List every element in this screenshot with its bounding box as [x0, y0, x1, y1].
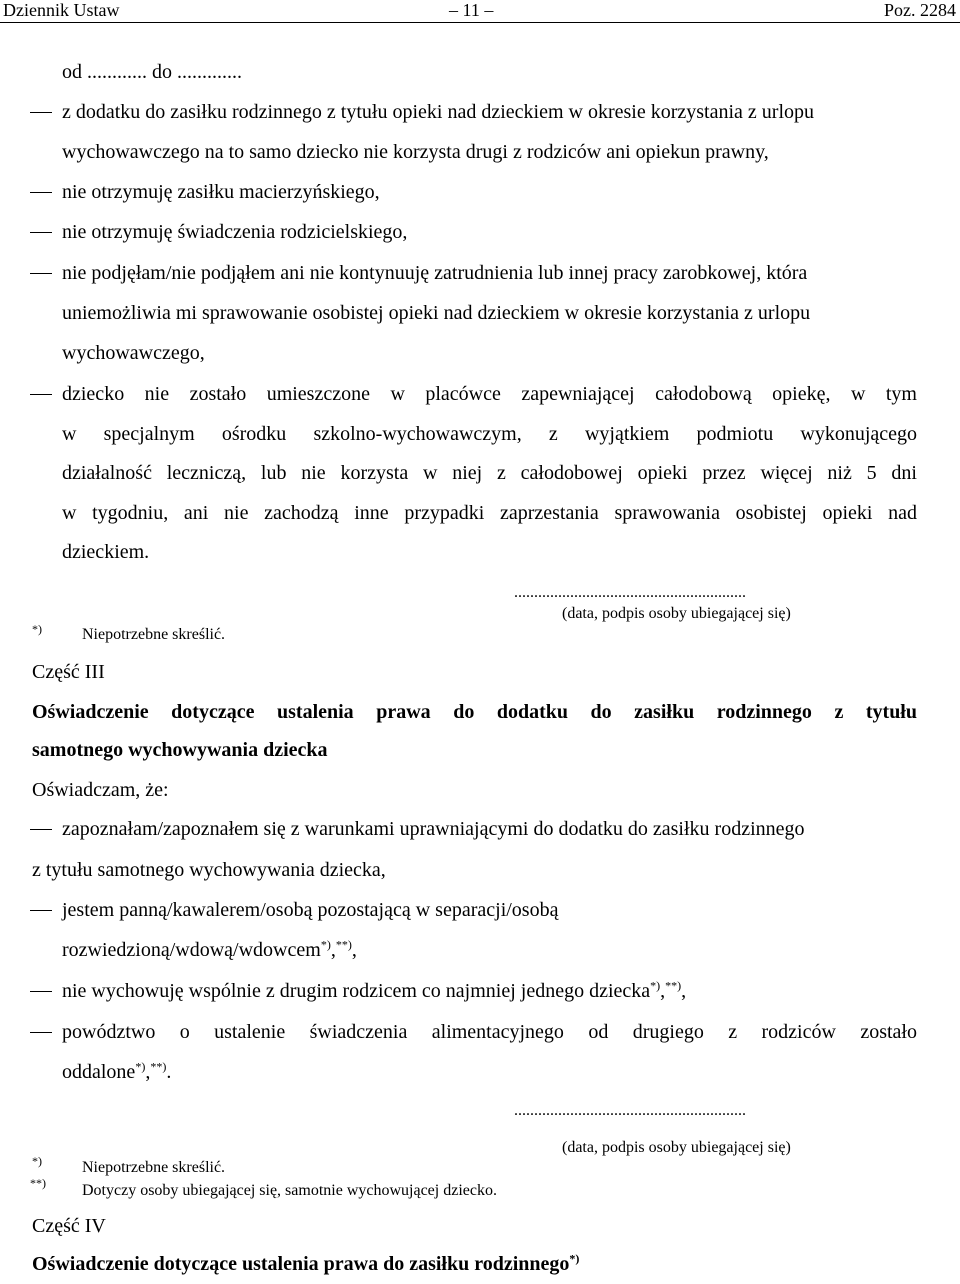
signature-caption: (data, podpis osoby ubiegającej się) — [562, 605, 791, 622]
item-text: wychowawczego na to samo dziecko nie korzysta drugi z rodziców ani opiekun prawny, — [62, 141, 769, 163]
footnote-text: Niepotrzebne skreślić. — [82, 626, 226, 643]
list-dash — [30, 273, 52, 274]
list-dash — [30, 192, 52, 193]
item-text: nie otrzymuję świadczenia rodzicielskiego, — [62, 221, 408, 243]
footnote-mark: **) — [30, 1176, 46, 1190]
list-dash — [30, 232, 52, 233]
item-text: uniemożliwia mi sprawowanie osobistej opieki nad dzieckiem w okresie korzystania z urlopu — [62, 302, 811, 324]
journal-name: Dziennik Ustaw — [3, 0, 120, 20]
item-text: w tygodniu, ani nie zachodzą inne przypadki zaprzestania sprawowania osobistej opieki nad — [62, 502, 917, 524]
item-text: nie otrzymuję zasiłku macierzyńskiego, — [62, 181, 380, 203]
item-text: oddalone*),**). — [62, 1059, 172, 1083]
list-dash — [30, 1032, 52, 1033]
item-text: dzieckiem. — [62, 541, 150, 563]
item-text: działalność leczniczą, lub nie korzysta w niej z całodobowej opieki przez więcej niż 5 dni — [62, 462, 917, 484]
running-header — [0, 0, 960, 23]
section-title: Oświadczenie dotyczące ustalenia prawa do dodatku do zasiłku rodzinnego z tytułu — [32, 701, 917, 723]
item-text: nie podjęłam/nie podjąłem ani nie kontynuuję zatrudnienia lub innej pracy zarobkowej, która — [62, 262, 808, 284]
footnote-text: Dotyczy osoby ubiegającej się, samotnie wychowującej dziecko. — [82, 1182, 497, 1199]
declaration-intro: Oświadczam, że: — [32, 779, 169, 801]
signature-line: .......................................................... — [514, 584, 746, 601]
list-dash — [30, 991, 52, 992]
page-number: – 11 – — [449, 0, 494, 20]
item-text: nie wychowuję wspólnie z drugim rodzicem co najmniej jednego dziecka*),**), — [62, 978, 687, 1002]
period-from-to: od ............ do ............. — [62, 61, 242, 83]
item-text: powództwo o ustalenie świadczenia alimentacyjnego od drugiego z rodziców zostało — [62, 1021, 917, 1043]
item-text: rozwiedzioną/wdową/wdowcem*),**), — [62, 937, 357, 961]
item-text: w specjalnym ośrodku szkolno-wychowawczym, z wyjątkiem podmiotu wykonującego — [62, 423, 917, 445]
footnote-mark: *) — [32, 622, 42, 636]
list-dash — [30, 112, 52, 113]
section-heading: Część IV — [32, 1215, 106, 1237]
signature-line: .......................................................... — [514, 1102, 746, 1119]
item-text: z tytułu samotnego wychowywania dziecka, — [32, 859, 386, 881]
position-number: Poz. 2284 — [884, 0, 956, 20]
item-text: jestem panną/kawalerem/osobą pozostającą w separacji/osobą — [62, 899, 559, 921]
section-heading: Część III — [32, 661, 105, 683]
item-text: wychowawczego, — [62, 342, 205, 364]
list-dash — [30, 829, 52, 830]
list-dash — [30, 910, 52, 911]
item-text: dziecko nie zostało umieszczone w placówce zapewniającej całodobową opiekę, w tym — [62, 383, 917, 405]
item-text: z dodatku do zasiłku rodzinnego z tytułu opieki nad dzieckiem w okresie korzystania z urlopu — [62, 101, 815, 123]
footnote-mark: *) — [32, 1154, 42, 1168]
signature-caption: (data, podpis osoby ubiegającej się) — [562, 1139, 791, 1156]
footnote-text: Niepotrzebne skreślić. — [82, 1159, 226, 1176]
section-title: Oświadczenie dotyczące ustalenia prawa do zasiłku rodzinnego*) — [32, 1251, 580, 1275]
item-text: zapoznałam/zapoznałem się z warunkami uprawniającymi do dodatku do zasiłku rodzinnego — [62, 818, 805, 840]
list-dash — [30, 394, 52, 395]
section-title: samotnego wychowywania dziecka — [32, 739, 328, 761]
